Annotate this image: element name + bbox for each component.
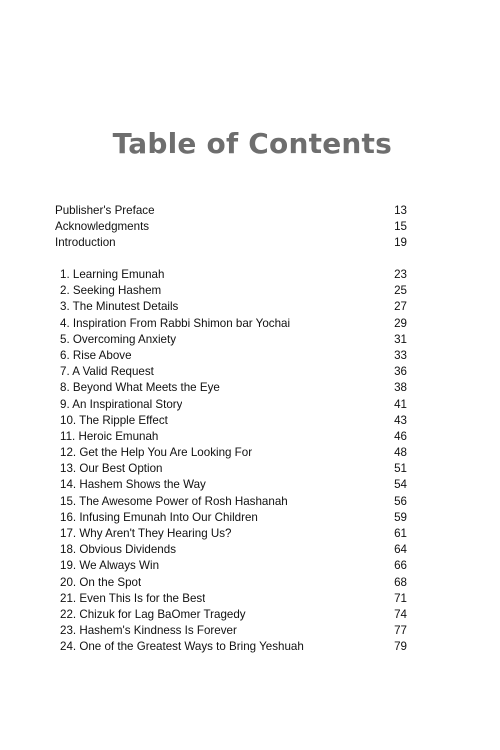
chapter-entry-page-number: 64: [394, 543, 407, 557]
front-matter-entry-page-number: 13: [394, 204, 407, 217]
front-matter-entry-page-number: 19: [394, 236, 407, 250]
chapter-entry-page-number: 74: [394, 607, 407, 621]
chapter-entry-page-number: 56: [394, 494, 407, 508]
chapter-entry-page-number: 38: [394, 381, 407, 395]
front-matter-entry-title: Acknowledgments: [55, 220, 150, 234]
chapter-entry-page-number: 51: [394, 462, 407, 476]
chapter-entry-page-number: 79: [394, 640, 407, 654]
chapter-entry: [60, 623, 407, 639]
chapter-entry-title: 1. Learning Emunah: [60, 268, 165, 281]
chapter-entry: [60, 267, 407, 283]
chapter-entry-title: 14. Hashem Shows the Way: [60, 478, 206, 492]
chapter-entry-title: 16. Infusing Emunah Into Our Children: [60, 510, 258, 524]
chapter-entry-title: 15. The Awesome Power of Rosh Hashanah: [60, 494, 288, 508]
chapter-entry-page-number: 33: [394, 348, 407, 362]
front-matter-entry: [55, 235, 407, 251]
chapter-entry-page-number: 23: [394, 268, 407, 281]
chapter-entry-title: 4. Inspiration From Rabbi Shimon bar Yochai: [60, 316, 291, 330]
chapter-entry-page-number: 31: [394, 332, 407, 346]
chapter-entry-page-number: 46: [394, 429, 407, 443]
chapter-entry-title: 19. We Always Win: [60, 559, 160, 573]
chapter-entry-title: 24. One of the Greatest Ways to Bring Yeshuah: [60, 640, 304, 654]
front-matter-entry-page-number: 15: [394, 220, 407, 234]
page-title: Table of Contents: [112, 127, 392, 160]
chapter-entry: [60, 639, 407, 655]
chapter-entry-title: 11. Heroic Emunah: [60, 429, 159, 443]
chapter-entry: [60, 429, 407, 445]
chapter-entry-title: 7. A Valid Request: [60, 365, 154, 379]
chapter-entry-title: 18. Obvious Dividends: [60, 543, 176, 557]
front-matter-entry-title: Introduction: [55, 236, 116, 250]
chapter-entry: [60, 332, 407, 348]
front-matter-entry: [55, 203, 407, 219]
chapter-list: [60, 267, 407, 656]
chapter-entry-title: 3. The Minutest Details: [60, 300, 179, 314]
chapter-entry: [60, 413, 407, 429]
chapter-entry-title: 22. Chizuk for Lag BaOmer Tragedy: [60, 607, 246, 621]
chapter-entry-page-number: 71: [394, 591, 407, 605]
chapter-entry: [60, 477, 407, 493]
front-matter-entry: [55, 219, 407, 235]
chapter-entry-title: 6. Rise Above: [60, 348, 132, 362]
chapter-entry: [60, 283, 407, 299]
chapter-entry: [60, 299, 407, 315]
chapter-entry-page-number: 41: [394, 397, 407, 411]
chapter-entry-page-number: 77: [394, 624, 407, 638]
chapter-entry: [60, 607, 407, 623]
chapter-entry: [60, 542, 407, 558]
chapter-entry-page-number: 66: [394, 559, 407, 573]
chapter-entry-page-number: 25: [394, 284, 407, 298]
chapter-entry: [60, 526, 407, 542]
chapter-entry-page-number: 43: [394, 413, 407, 427]
chapter-entry-page-number: 54: [394, 478, 407, 492]
chapter-entry: [60, 461, 407, 477]
chapter-entry: [60, 364, 407, 380]
chapter-entry-page-number: 36: [394, 365, 407, 379]
chapter-entry-page-number: 29: [394, 316, 407, 330]
chapter-entry: [60, 494, 407, 510]
chapter-entry: [60, 380, 407, 396]
front-matter-entry-title: Publisher's Preface: [55, 204, 155, 217]
chapter-entry-title: 2. Seeking Hashem: [60, 284, 162, 298]
chapter-entry-title: 10. The Ripple Effect: [60, 413, 168, 427]
chapter-entry-page-number: 48: [394, 446, 407, 460]
chapter-entry: [60, 348, 407, 364]
chapter-entry: [60, 575, 407, 591]
chapter-entry-page-number: 59: [394, 510, 407, 524]
chapter-entry-title: 21. Even This Is for the Best: [60, 591, 206, 605]
chapter-entry-title: 17. Why Aren't They Hearing Us?: [60, 527, 232, 540]
chapter-entry-title: 9. An Inspirational Story: [60, 397, 183, 411]
chapter-entry-page-number: 61: [394, 527, 407, 540]
chapter-entry: [60, 316, 407, 332]
chapter-entry-title: 12. Get the Help You Are Looking For: [60, 446, 253, 460]
chapter-entry: [60, 397, 407, 413]
front-matter-list: [55, 203, 407, 252]
chapter-entry: [60, 558, 407, 574]
chapter-entry: [60, 445, 407, 461]
chapter-entry-title: 8. Beyond What Meets the Eye: [60, 381, 220, 395]
chapter-entry-title: 13. Our Best Option: [60, 462, 163, 476]
chapter-entry-title: 23. Hashem's Kindness Is Forever: [60, 624, 237, 638]
chapter-entry-page-number: 27: [394, 300, 407, 314]
chapter-entry-page-number: 68: [394, 575, 407, 589]
chapter-entry-title: 5. Overcoming Anxiety: [60, 332, 176, 346]
chapter-entry-title: 20. On the Spot: [60, 575, 142, 589]
chapter-entry: [60, 591, 407, 607]
chapter-entry: [60, 510, 407, 526]
